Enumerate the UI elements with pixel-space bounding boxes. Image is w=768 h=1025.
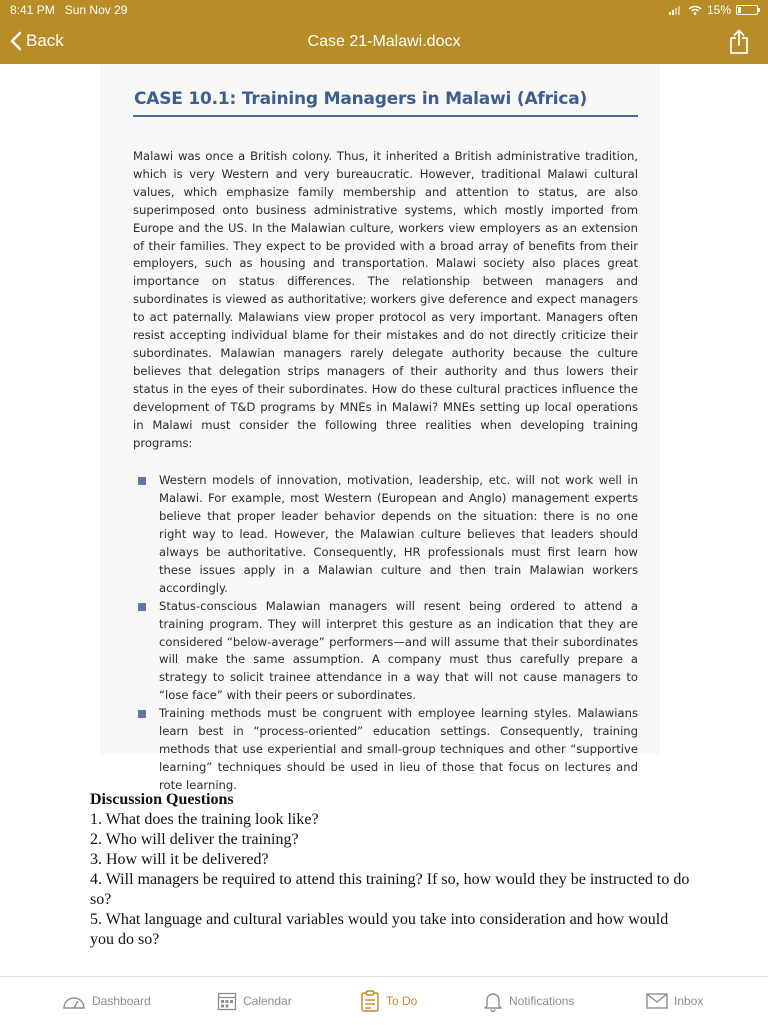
case-title: CASE 10.1: Training Managers in Malawi (Africa) — [134, 89, 588, 109]
tab-dashboard[interactable]: Dashboard — [62, 977, 151, 1025]
scanned-page — [100, 64, 660, 792]
tab-inbox[interactable]: Inbox — [646, 977, 703, 1025]
calendar-icon — [217, 991, 237, 1011]
list-item: Status-conscious Malawian managers will resent being ordered to attend a training program. They will interpret this gesture as an indication that they are considered “below-average” performers—and will assume that their subordinates will make the same assumption. A company must thus carefully prepare a strategy to solicit trainee attendance in a way that will not cause managers to “lose face” with their peers or subordinates. — [133, 598, 638, 705]
wifi-icon — [688, 5, 702, 15]
list-item: Western models of innovation, motivation, leadership, etc. will not work well in Malawi. For example, most Western (European and Anglo) management experts believe that proper leader behavior depends on the situation: there is no one right way to lead. However, the Malawian culture believes that leaders should always be authoritative. Consequently, HR professionals must first learn how these issues apply in a Malawian culture and then train Malawian workers accordingly. — [133, 472, 638, 597]
signal-icon — [669, 5, 683, 15]
question-item: 2. Who will deliver the training? — [90, 831, 299, 848]
document-view[interactable] — [0, 64, 768, 976]
tab-todo[interactable]: To Do — [360, 977, 417, 1025]
battery-icon — [736, 5, 758, 15]
question-item: 1. What does the training look like? — [90, 811, 319, 828]
discussion-heading: Discussion Questions — [90, 791, 234, 808]
status-bar — [0, 0, 768, 20]
question-item: 4. Will managers be required to attend this training? If so, how would they be instructed to do so? — [90, 871, 690, 908]
share-icon[interactable] — [728, 29, 750, 55]
bell-icon — [483, 990, 503, 1012]
tab-notifications[interactable]: Notifications — [483, 977, 574, 1025]
battery-percent: 15% — [706, 3, 731, 17]
bullet-square-icon — [138, 477, 146, 485]
dashboard-icon — [62, 992, 86, 1010]
nav-bar — [0, 20, 768, 64]
document-title: Case 21-Malawi.docx — [307, 33, 461, 50]
status-right — [669, 3, 758, 17]
question-item: 5. What language and cultural variables would you take into consideration and how would you do so? — [90, 911, 669, 948]
title-underline — [133, 115, 638, 117]
case-paragraph: Malawi was once a British colony. Thus, it inherited a British administrative tradition, which is very Western and very bureaucratic. However, traditional Malawi cultural values, which emphasize family membership and attention to status, are also superimposed onto business administrative systems, which mostly imported from Europe and the US. In the Malawian culture, workers view employers as an extension of their families. They expect to be provided with a broad array of benefits from their employers, such as housing and transportation. Malawi society also places great importance on status differences. The relationship between managers and subordinates is viewed as authoritative; workers give deference and expect managers to act paternally. Malawians view proper protocol as very important. Managers often resist accepting individual blame for their mistakes and do not directly criticize their subordinates. Malawian managers rarely delegate authority because the culture believes that delegation strips managers of their authority and thus lowers their status in the eyes of their subordinates. How do these cultural practices influence the development of T&D programs by MNEs in Malawi? MNEs setting up local operations in Malawi must consider the following three realities when developing training programs: — [133, 149, 638, 450]
case-body — [133, 148, 638, 795]
tab-calendar[interactable]: Calendar — [217, 977, 292, 1025]
todo-icon — [360, 990, 380, 1012]
discussion-questions — [90, 790, 690, 950]
back-label: Back — [26, 31, 64, 50]
question-item: 3. How will it be delivered? — [90, 851, 269, 868]
bullet-square-icon — [138, 603, 146, 611]
status-time: 8:41 PM Sun Nov 29 — [10, 3, 128, 17]
inbox-icon — [646, 993, 668, 1009]
tab-bar — [0, 976, 768, 1025]
bullet-square-icon — [138, 710, 146, 718]
list-item: Training methods must be congruent with employee learning styles. Malawians learn best in “process-oriented” education settings. Consequently, training methods that use experiential and small-group techniques and other “supportive learning” techniques should be used in lieu of those that focus on lectures and rote learning. — [133, 705, 638, 795]
case-bullet-list — [133, 472, 638, 794]
